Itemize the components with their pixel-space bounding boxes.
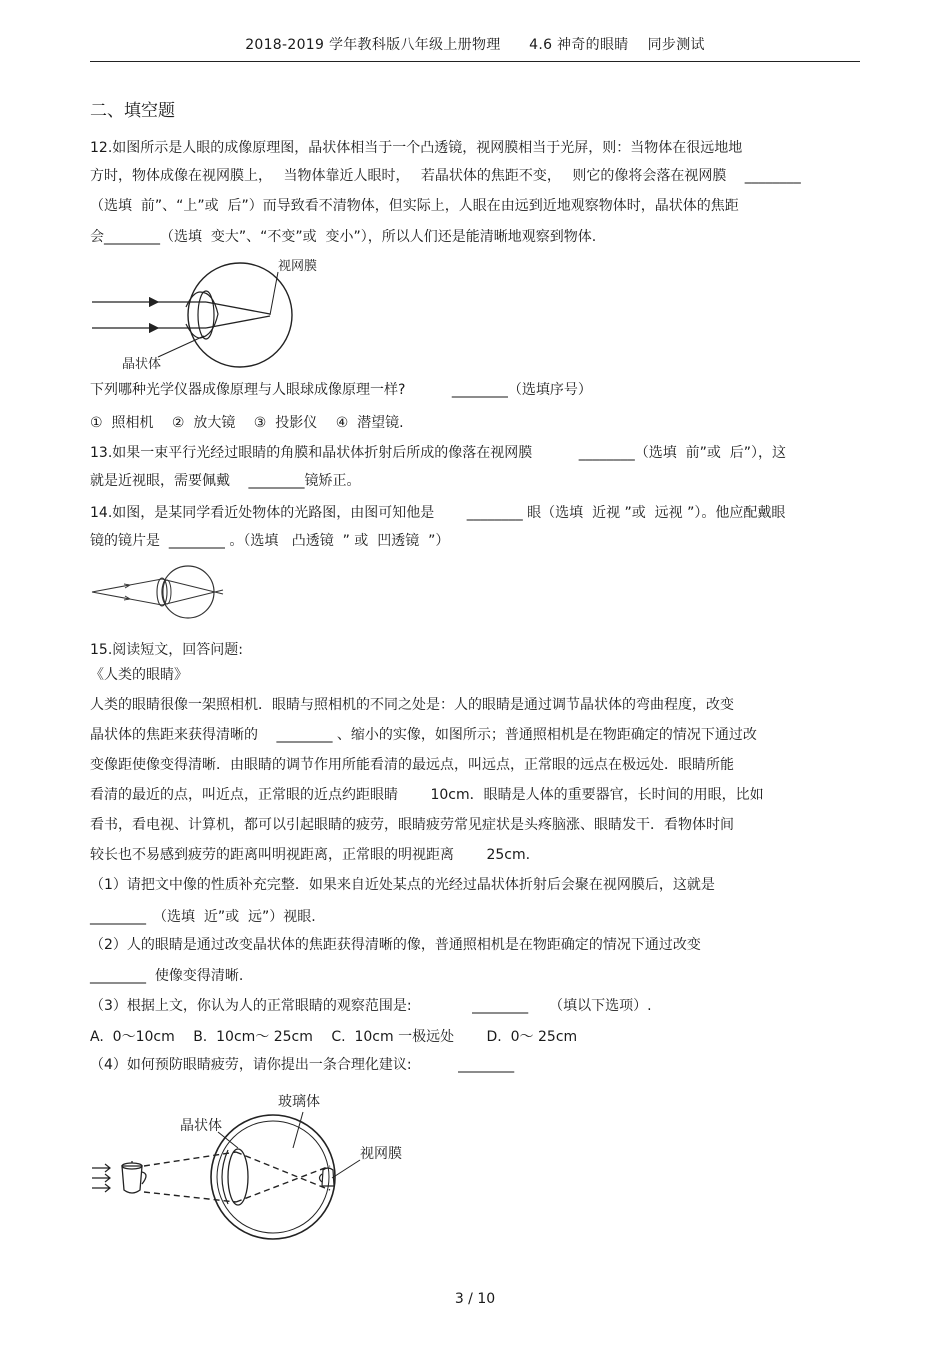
page-number: 3 / 10	[454, 1291, 496, 1307]
label-lens: 晶状体	[122, 357, 162, 372]
q15-line-4: 晶状体的焦距来获得清晰的 ________ 、缩小的实像，如图所示；普通照相机是在物距确定的情况下通过改	[90, 727, 757, 743]
q12-line-2: 方时，物体成像在视网膜上， 当物体靠近人眼时， 若晶状体的焦距不变， 则它的像将会落在视网膜 ________	[90, 168, 801, 184]
eye-diagram-1	[88, 252, 348, 372]
q14-line-1: 14.如图，是某同学看近处物体的光路图，由图可知他是 ________ 眼（选填 近视 ”或 远视 ”）。他应配戴眼	[90, 505, 786, 521]
q15-line-13: （3）根据上文，你认为人的正常眼睛的观察范围是: ________ （填以下选项）.	[90, 998, 652, 1014]
eyeball-circle	[162, 566, 214, 618]
q15-line-12: ________ 使像变得清晰.	[90, 968, 244, 984]
q15-line-7: 看书，看电视、计算机，都可以引起眼睛的疲劳，眼睛疲劳常见症状是头疼脑涨、眼睛发干．看物体时间	[90, 817, 734, 833]
q13-line-2: 就是近视眼，需要佩戴 ________镜矫正。	[90, 473, 361, 489]
q12-line-1: 12.如图所示是人眼的成像原理图，晶状体相当于一个凸透镜，视网膜相当于光屏，则：当物体在很远地地	[90, 140, 743, 156]
q15-line-6: 看清的最近的点，叫近点，正常眼的近点约距眼睛 10cm．眼睛是人体的重要器官，长时间的用眼，比如	[90, 787, 764, 803]
label-lens: 晶状体	[180, 1118, 222, 1134]
q15-line-2: 《人类的眼睛》	[90, 667, 188, 683]
eye-diagram-3	[88, 1090, 418, 1245]
cornea-shape	[222, 1150, 228, 1204]
q12-line-4: 会________（选填 变大”、“不变”或 变小”），所以人们还是能清晰地观察到物体.	[90, 229, 597, 245]
q14-line-2: 镜的镜片是 ________ 。（选填 凸透镜 ” 或 凹透镜 ”）	[90, 533, 450, 549]
cup-object	[122, 1161, 146, 1193]
cornea-shape	[186, 292, 218, 338]
q15-line-1: 15.阅读短文，回答问题:	[90, 642, 243, 658]
lens-shape	[198, 291, 214, 339]
q15-line-8: 较长也不易感到疲劳的距离叫明视距离，正常眼的明视距离 25cm.	[90, 847, 531, 863]
q15-line-15: （4）如何预防眼睛疲劳，请你提出一条合理化建议: ________	[90, 1057, 515, 1073]
label-retina: 视网膜	[278, 259, 318, 274]
inverted-cup-image	[320, 1168, 335, 1186]
label-retina: 视网膜	[360, 1146, 402, 1162]
q12-question: 下列哪种光学仪器成像原理与人眼球成像原理一样? ________（选填序号）	[90, 382, 592, 398]
page-header: 2018-2019 学年教科版八年级上册物理 4.6 神奇的眼睛 同步测试	[245, 37, 705, 53]
q13-line-1: 13.如果一束平行光经过眼睛的角膜和晶状体折射后所成的像落在视网膜 ________（选填 前”或 后”），这	[90, 445, 787, 461]
q12-options: ① 照相机 ② 放大镜 ③ 投影仪 ④ 潜望镜.	[90, 415, 404, 431]
q15-line-14: A. 0～10cm B. 10cm～ 25cm C. 10cm 一极远处 D. 0～ 25cm	[90, 1029, 578, 1045]
q15-line-11: （2）人的眼睛是通过改变晶状体的焦距获得清晰的像，普通照相机是在物距确定的情况下通过改变	[90, 937, 701, 953]
q15-line-10: ________ （选填 近”或 远”）视眼.	[90, 909, 316, 925]
q12-line-3: （选填 前”、“上”或 后”）而导致看不清物体，但实际上，人眼在由远到近地观察物体时，晶状体的焦距	[90, 198, 739, 214]
eye-diagram-2	[88, 562, 238, 622]
section-title: 二、填空题	[90, 101, 175, 121]
q15-line-5: 变像距使像变得清晰．由眼睛的调节作用所能看清的最远点，叫远点，正常眼的远点在极远处．眼睛所能	[90, 757, 734, 773]
eyeball-circle	[211, 1115, 335, 1239]
lens-shape	[228, 1149, 248, 1205]
q15-line-9: （1）请把文中像的性质补充完整．如果来自近处某点的光经过晶状体折射后会聚在视网膜后，这就是	[90, 877, 715, 893]
header-divider	[90, 61, 860, 62]
q15-line-3: 人类的眼睛很像一架照相机．眼睛与照相机的不同之处是：人的眼睛是通过调节晶状体的弯曲程度，改变	[90, 697, 734, 713]
label-vitreous: 玻璃体	[278, 1094, 320, 1110]
